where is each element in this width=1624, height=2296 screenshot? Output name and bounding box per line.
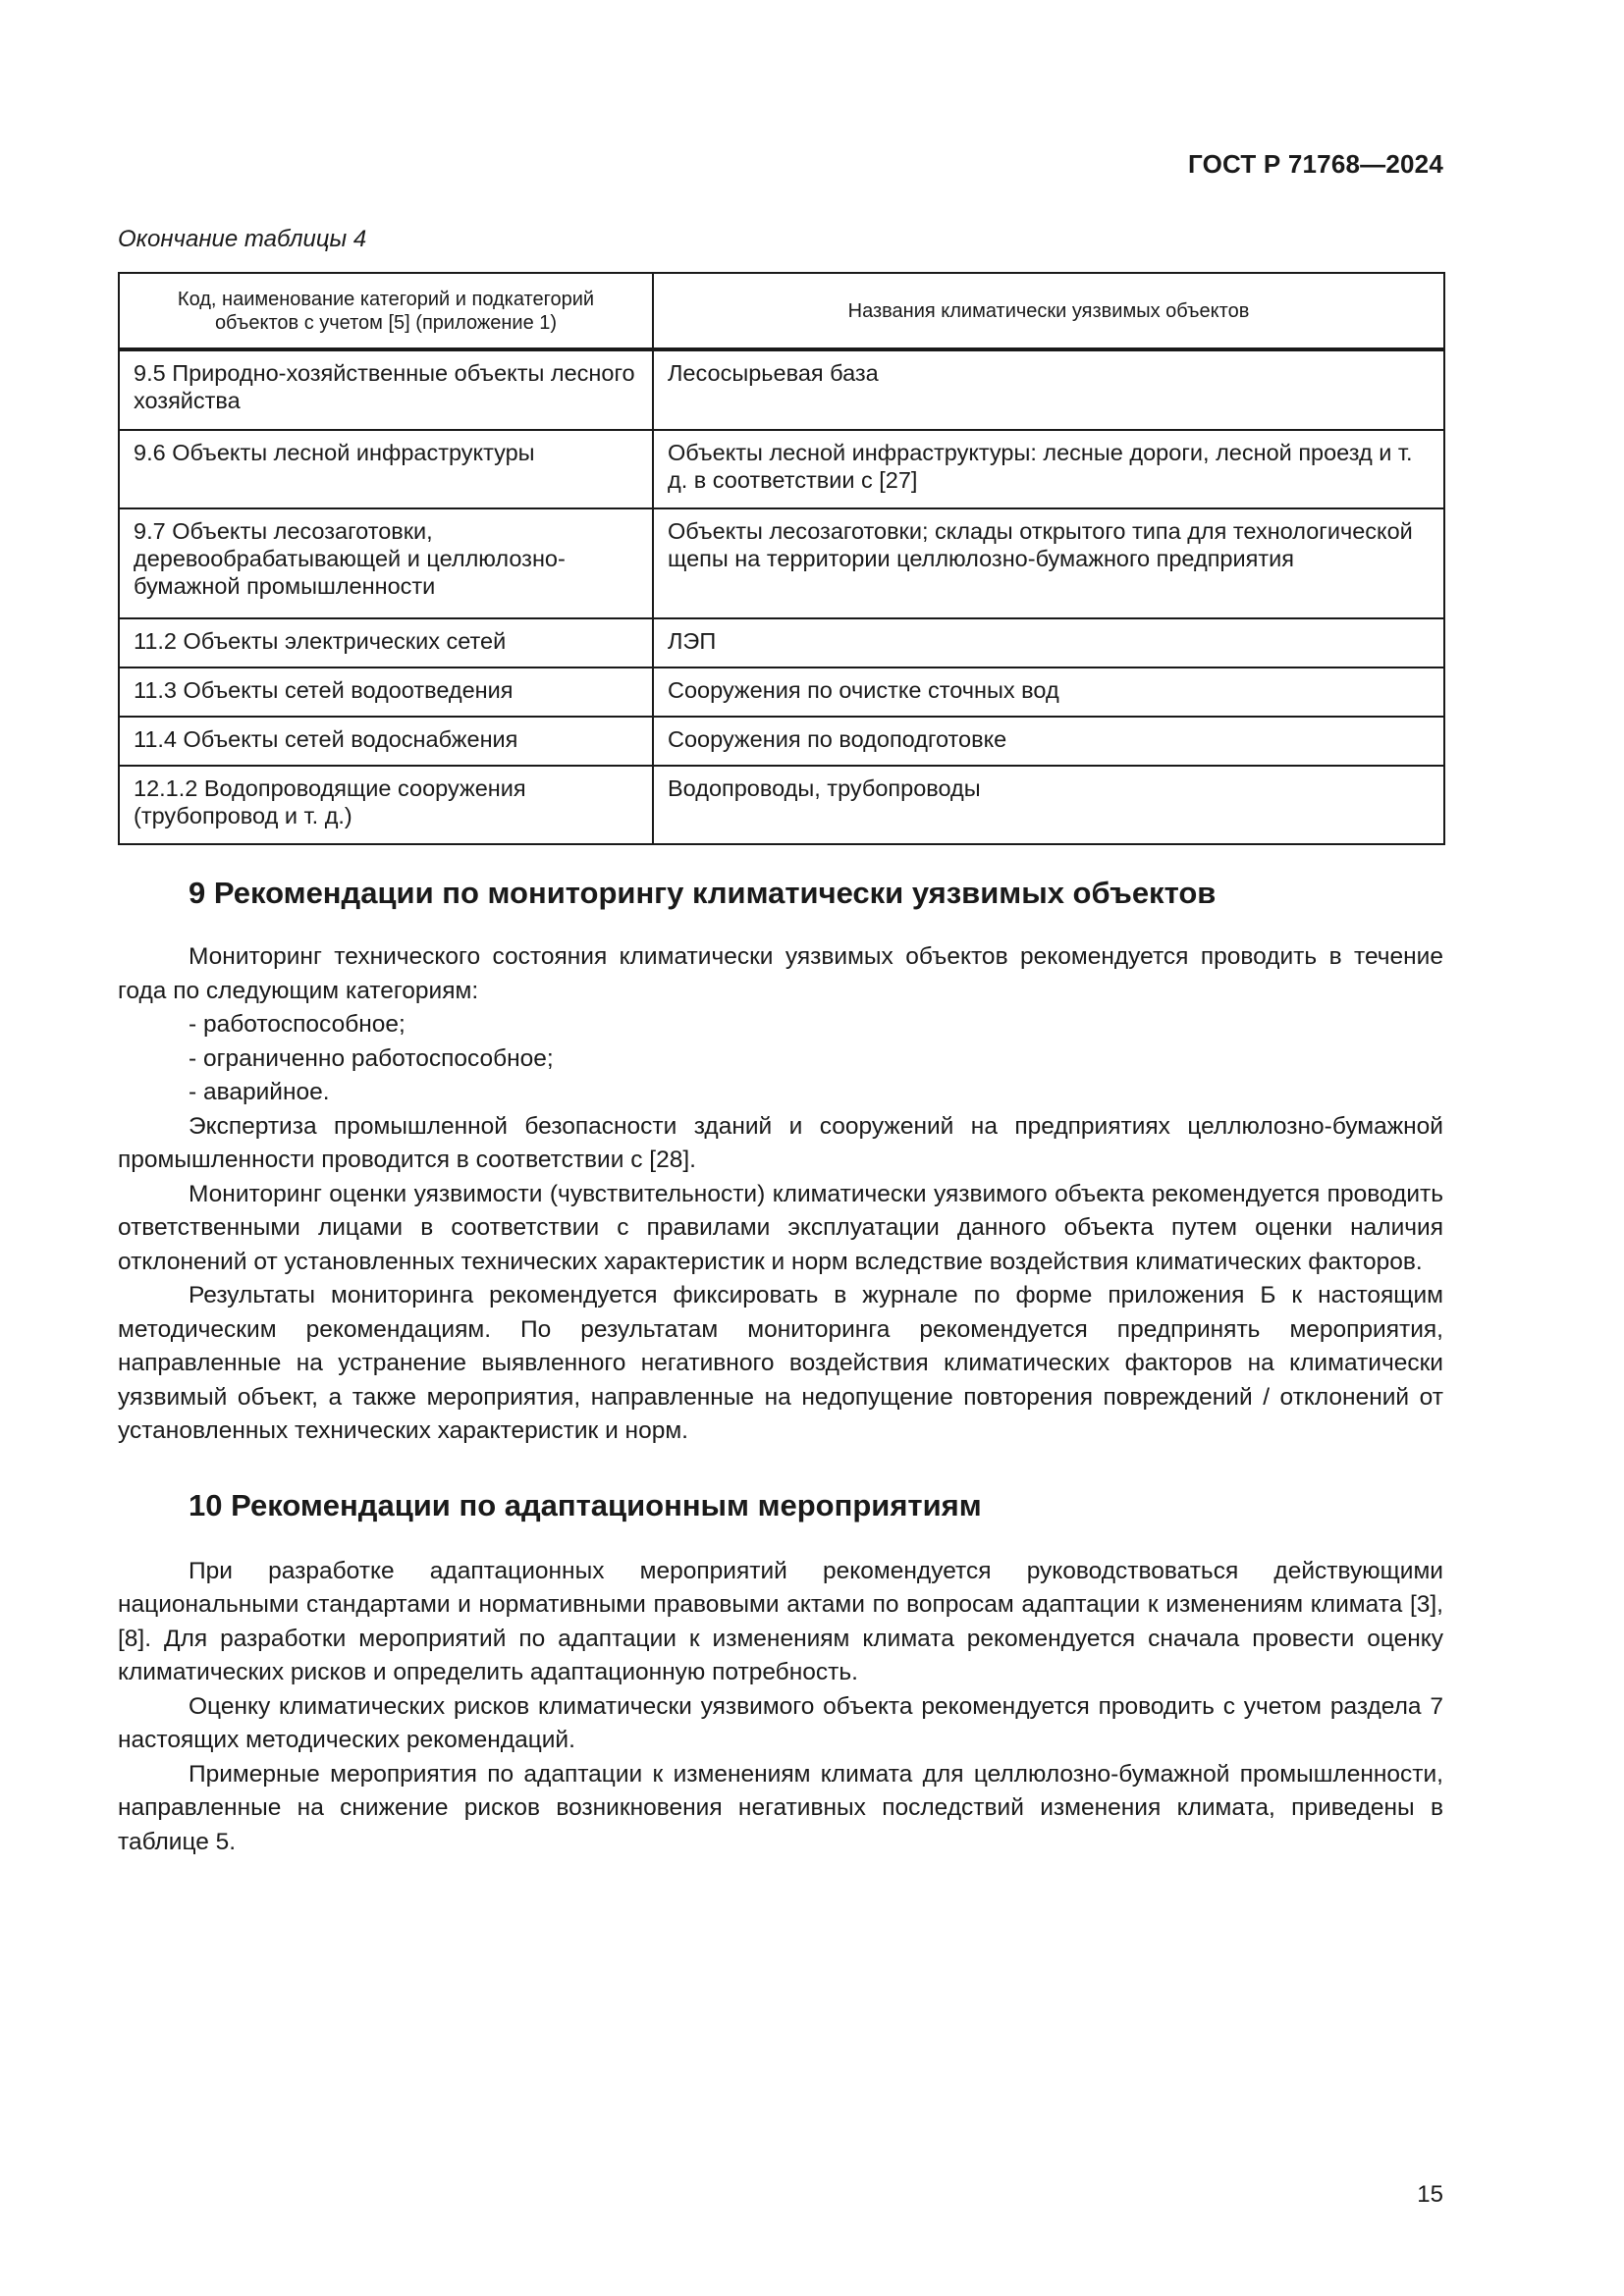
table-cell: 9.5 Природно-хозяйственные объекты лесного хозяйства [119,349,653,430]
table-cell: Объекты лесной инфраструктуры: лесные дороги, лесной проезд и т. д. в соответствии с [27] [653,430,1444,508]
table-cell: 9.6 Объекты лесной инфраструктуры [119,430,653,508]
table-cell: 11.2 Объекты электрических сетей [119,618,653,667]
table-cell: Объекты лесозаготовки; склады открытого типа для технологической щепы на территории целлюлозно-бумажного предприятия [653,508,1444,618]
document-code: ГОСТ Р 71768—2024 [1188,149,1443,179]
table-row [119,717,1444,766]
table-4 [118,272,1445,845]
table-cell: Водопроводы, трубопроводы [653,766,1444,844]
section-10-heading: 10 Рекомендации по адаптационным мероприятиям [189,1487,982,1522]
table-cell: 11.3 Объекты сетей водоотведения [119,667,653,717]
list-item: - работоспособное; [189,1011,406,1038]
list-item: - ограниченно работоспособное; [189,1044,554,1072]
section-9-paragraph: Результаты мониторинга рекомендуется фиксировать в журнале по форме приложения Б к настоящим методическим рекомендациям. По результатам мониторинга рекомендуется предпринять мероприятия, направленные на устранение выявленного негативного воздействия климатических факторов на климатически уязвимый объект, а также мероприятия, направленные на недопущение повторения повреждений / отклонений от установленных технических характеристик и норм. [118,1282,1443,1444]
table-cell: ЛЭП [653,618,1444,667]
table-row [119,766,1444,844]
table-row [119,430,1444,508]
table-row [119,618,1444,667]
table-caption: Окончание таблицы 4 [118,226,367,252]
table-cell: 11.4 Объекты сетей водоснабжения [119,717,653,766]
table-cell: 9.7 Объекты лесозаготовки, деревообрабатывающей и целлюлозно-бумажной промышленности [119,508,653,618]
table-row [119,667,1444,717]
column-header-code: Код, наименование категорий и подкатегорий объектов с учетом [5] (приложение 1) [119,273,653,349]
table-cell: Сооружения по водоподготовке [653,717,1444,766]
section-9-intro: Мониторинг технического состояния климатически уязвимых объектов рекомендуется проводить в течение года по следующим категориям: [118,943,1443,1004]
section-9-paragraph: Мониторинг оценки уязвимости (чувствительности) климатически уязвимого объекта рекомендуется проводить ответственными лицами в соответствии с правилами эксплуатации данного объекта путем оценки наличия отклонений от установленных технических характеристик и норм вследствие воздействия климатических факторов. [118,1180,1443,1275]
table-row [119,349,1444,430]
section-10-paragraph: Оценку климатических рисков климатически уязвимого объекта рекомендуется проводить с учетом раздела 7 настоящих методических рекомендаций. [118,1692,1443,1753]
main-content [118,874,1443,1859]
table-row [119,508,1444,618]
table-cell: 12.1.2 Водопроводящие сооружения (трубопровод и т. д.) [119,766,653,844]
table-header-row [119,273,1444,349]
section-10-paragraph: Примерные мероприятия по адаптации к изменениям климата для целлюлозно-бумажной промышленности, направленные на снижение рисков возникновения негативных последствий изменения климата, приведены в таблице 5. [118,1760,1443,1855]
section-9-paragraph: Экспертиза промышленной безопасности зданий и сооружений на предприятиях целлюлозно-бумажной промышленности проводится в соответствии с [28]. [118,1112,1443,1173]
section-9-heading: 9 Рекомендации по мониторингу климатически уязвимых объектов [189,876,1217,910]
list-item: - аварийное. [189,1079,330,1105]
page-number: 15 [1417,2181,1443,2208]
category-list [118,1008,1443,1110]
column-header-objects: Названия климатически уязвимых объектов [653,273,1444,349]
section-10-paragraph: При разработке адаптационных мероприятий рекомендуется руководствоваться действующими национальными стандартами и нормативными правовыми актами по вопросам адаптации к изменениям климата [3], [8]. Для разработки мероприятий по адаптации к изменениям климата рекомендуется сначала провести оценку климатических рисков и определить адаптационную потребность. [118,1557,1443,1685]
table-cell: Лесосырьевая база [653,349,1444,430]
table-cell: Сооружения по очистке сточных вод [653,667,1444,717]
